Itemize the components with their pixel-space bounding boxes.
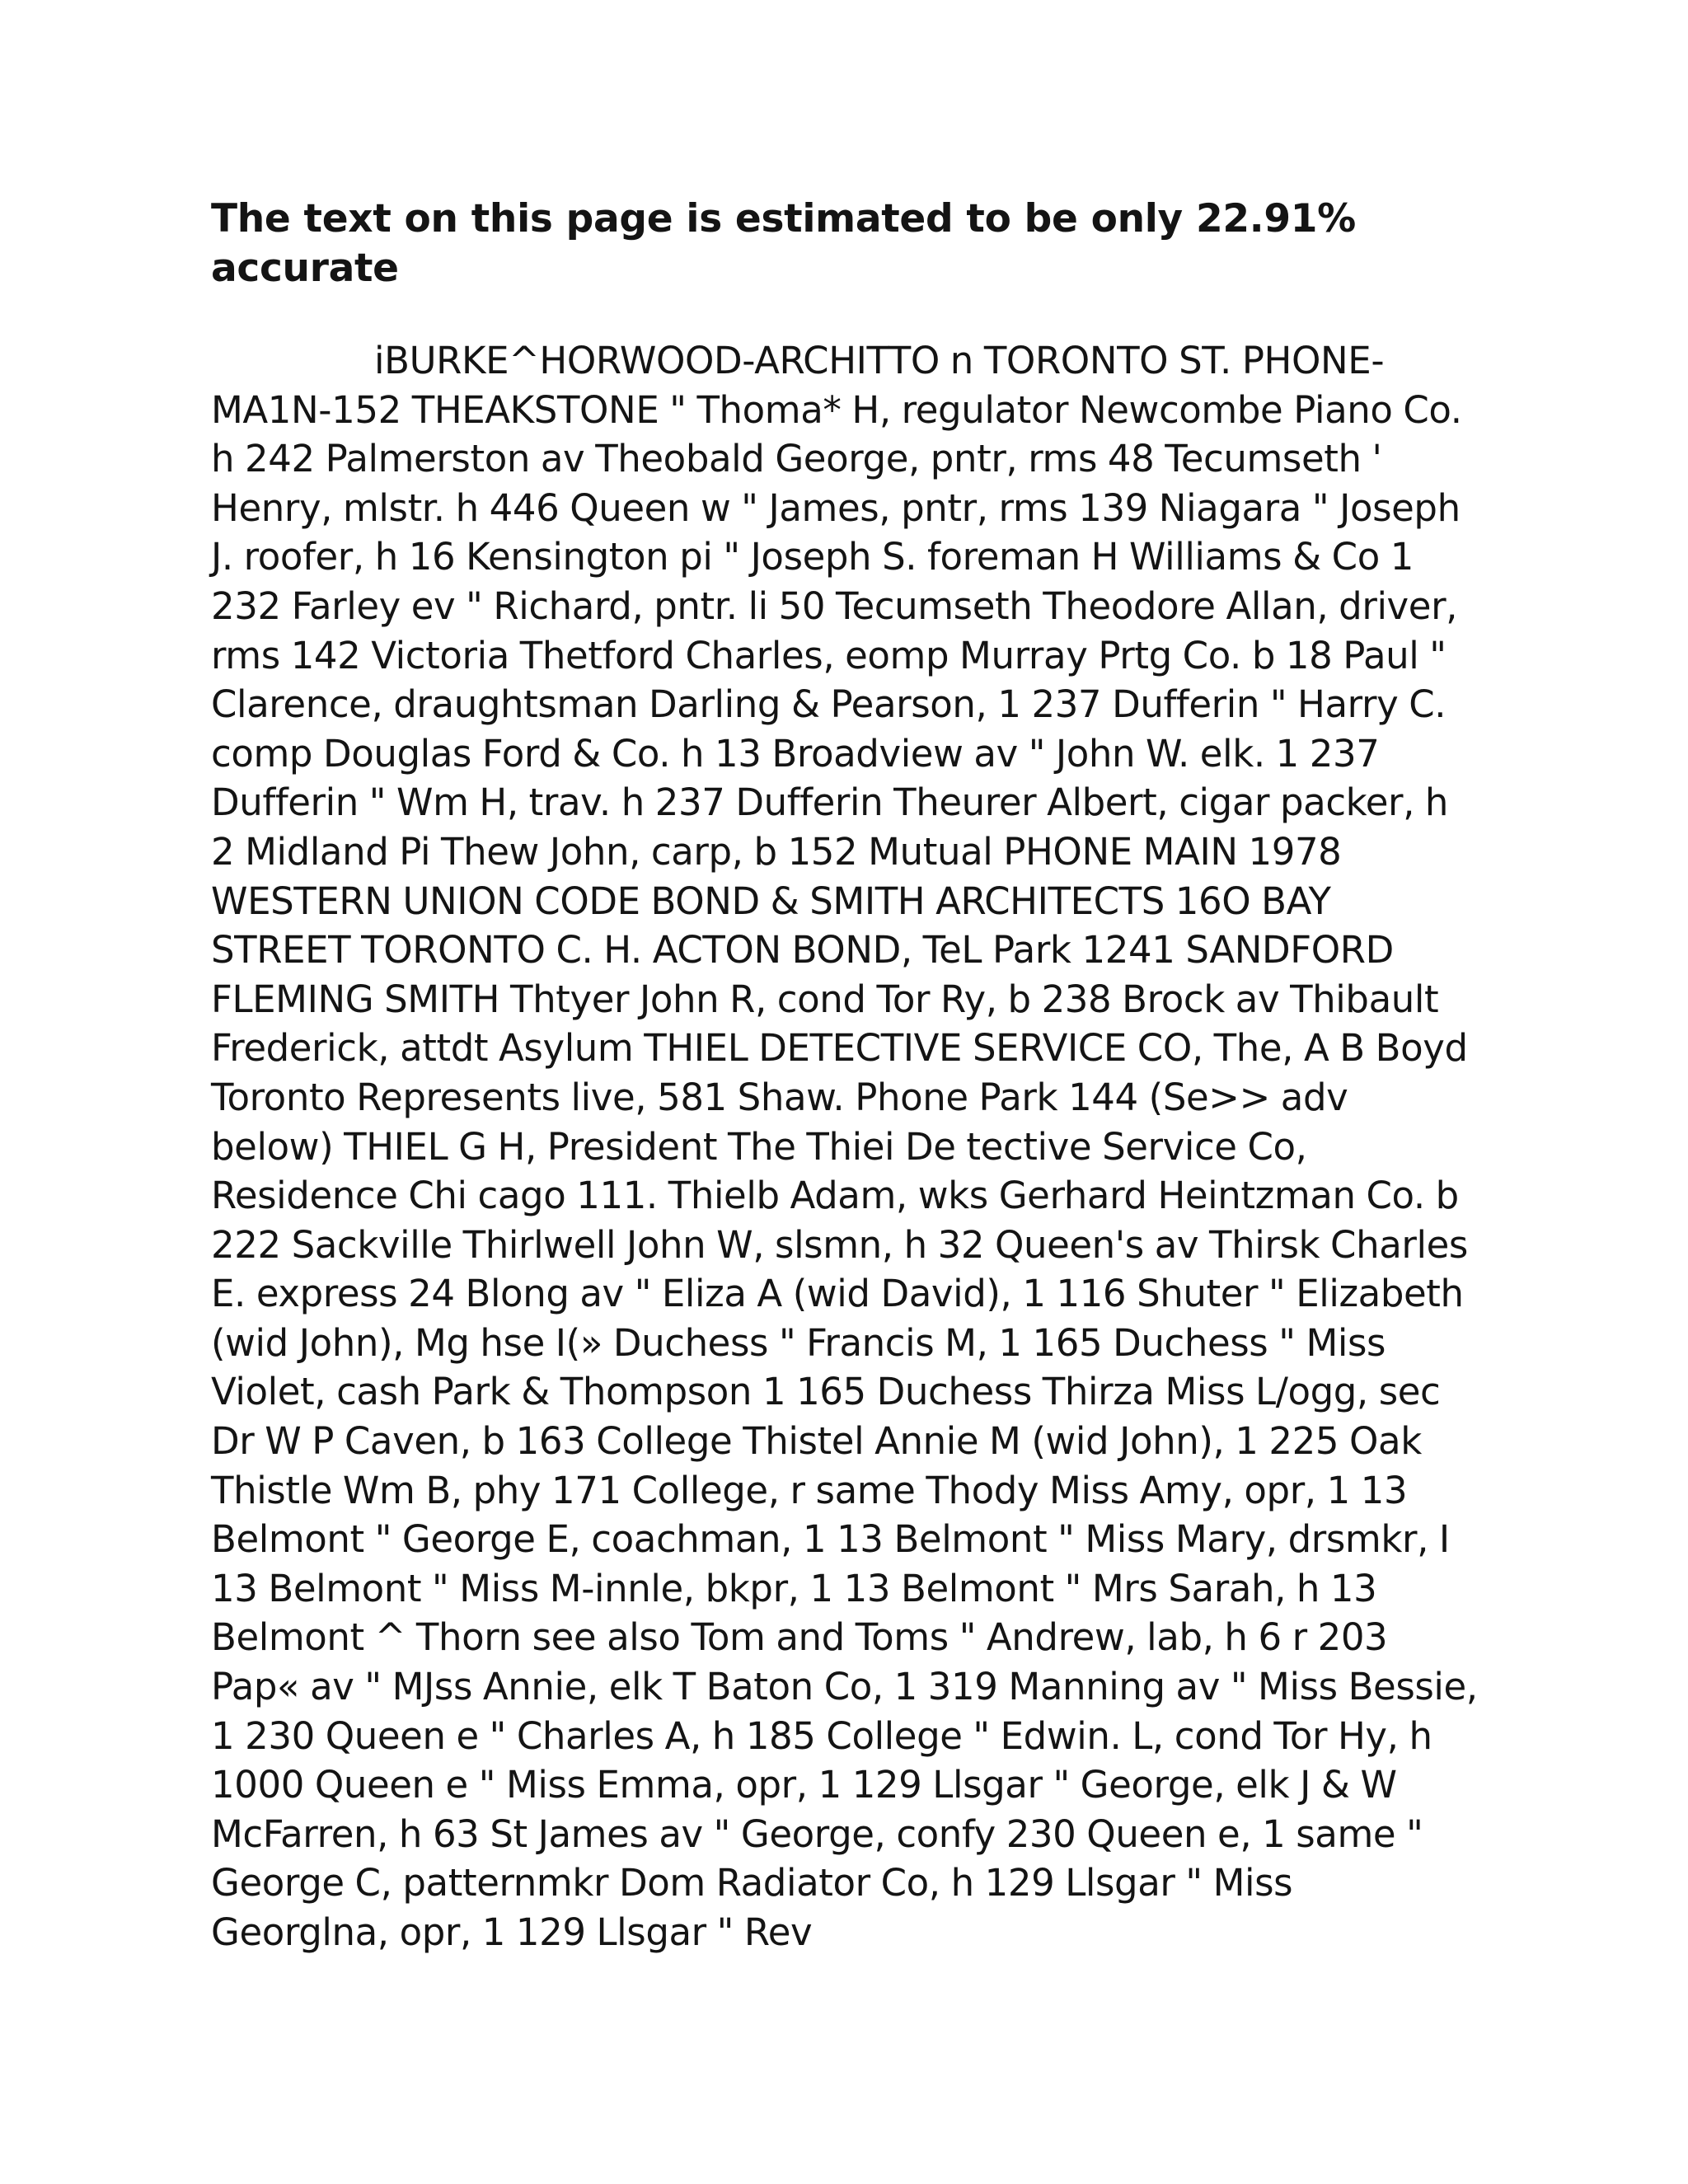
ocr-body-text: iBURKE^HORWOOD-ARCHITTO n TORONTO ST. PHONE-MA1N-152 THEAKSTONE " Thoma* H, regulator Newcombe Piano Co. h 242 Palmerston av Theobald George, pntr, rms 48 Tecumseth ' Henry, mlstr. h 446 Queen w " James, pntr, rms 139 Niagara " Joseph J. roofer, h 16 Kensington pi " Joseph S. foreman H Williams & Co 1 232 Farley ev " Richard, pntr. li 50 Tecumseth Theodore Allan, driver, rms 142 Victoria Thetford Charles, eomp Murray Prtg Co. b 18 Paul " Clarence, draughtsman Darling & Pearson, 1 237 Dufferin " Harry C. comp Douglas Ford & Co. h 13 Broadview av " John W. elk. 1 237 Dufferin " Wm H, trav. h 237 Dufferin Theurer Albert, cigar packer, h 2 Midland Pi Thew John, carp, b 152 Mutual PHONE MAIN 1978 WESTERN UNION CODE BOND & SMITH ARCHITECTS 16O BAY STREET TORONTO C. H. ACTON BOND, TeL Park 1241 SANDFORD FLEMING SMITH Thtyer John R, cond Tor Ry, b 238 Brock av Thibault Frederick, attdt Asylum THIEL DETECTIVE SERVICE CO, The, A B Boyd Toronto Represents live, 581 Shaw. Phone Park 144 (Se>> adv below) THIEL G H, President The Thiei De tective Service Co, Residence Chi cago 111. Thielb Adam, wks Gerhard Heintzman Co. b 222 Sackville Thirlwell John W, slsmn, h 32 Queen's av Thirsk Charles E. express 24 Blong av " Eliza A (wid David), 1 116 Shuter " Elizabeth (wid John), Mg hse I(» Duchess " Francis M, 1 165 Duchess " Miss Violet, cash Park & Thompson 1 165 Duchess Thirza Miss L/ogg, sec Dr W P Caven, b 163 College Thistel Annie M (wid John), 1 225 Oak Thistle Wm B, phy 171 College, r same Thody Miss Amy, opr, 1 13 Belmont " George E, coachman, 1 13 Belmont " Miss Mary, drsmkr, I 13 Belmont " Miss M-innle, bkpr, 1 13 Belmont " Mrs Sarah, h 13 Belmont ^ Thorn see also Tom and Toms " Andrew, lab, h 6 r 203 Pap« av " MJss Annie, elk T Baton Co, 1 319 Manning av " Miss Bessie, 1 230 Queen e " Charles A, h 185 College " Edwin. L, cond Tor Hy, h 1000 Queen e " Miss Emma, opr, 1 129 Llsgar " George, elk J & W McFarren, h 63 St James av " George, confy 230 Queen e, 1 same " George C, patternmkr Dom Radiator Co, h 129 Llsgar " Miss Georglna, opr, 1 129 Llsgar " Rev <box>211 339 1478 1954</box>
document-page <box>211 194 1480 1957</box>
accuracy-heading: The text on this page is estimated to be only 22.91% accurate <box>211 196 1356 291</box>
